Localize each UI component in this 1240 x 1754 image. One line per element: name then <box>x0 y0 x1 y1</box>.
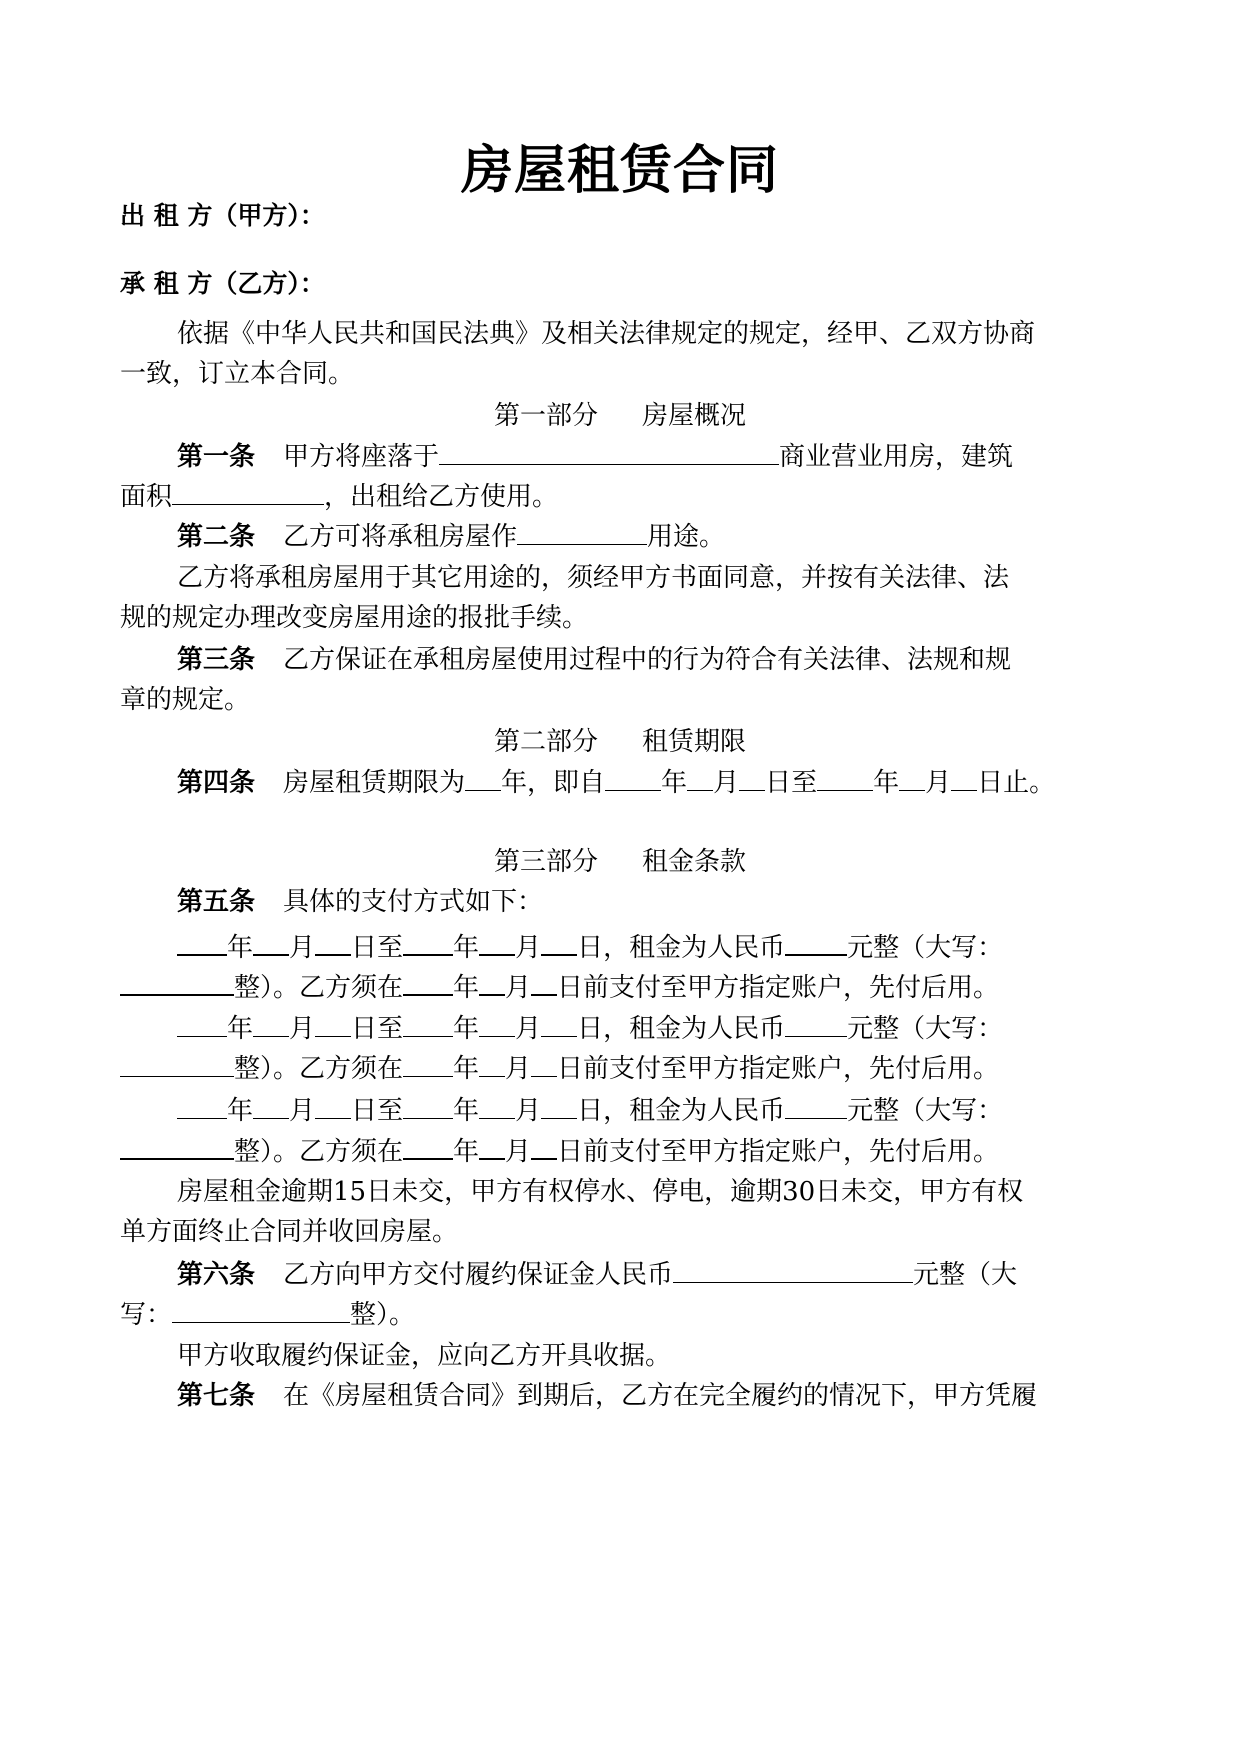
year-text: 年 <box>453 933 480 963</box>
p3-start-day-blank[interactable] <box>315 1092 351 1119</box>
p1-rent-blank[interactable] <box>785 928 847 956</box>
p2-pay-year-blank[interactable] <box>403 1050 453 1077</box>
area-blank[interactable] <box>172 478 324 505</box>
part2-number: 第二部分 <box>493 727 598 757</box>
lessee-label: 承 租 方（乙方）： <box>120 269 325 298</box>
p3-start-year-blank[interactable] <box>177 1092 227 1119</box>
p1-start-day-blank[interactable] <box>315 928 351 956</box>
article-7-text: 在《房屋租赁合同》到期后，乙方在完全履约的情况下，甲方凭履 <box>283 1381 1038 1411</box>
pay-text: 日前支付至甲方指定账户，先付后用。 <box>557 1137 1000 1167</box>
year-text: 年 <box>227 1096 254 1126</box>
yuan-text: 元整（大写： <box>847 1014 1004 1044</box>
part3-heading <box>0 844 1240 880</box>
year-text: 年 <box>453 1137 480 1167</box>
p3-pay-year-blank[interactable] <box>403 1132 453 1160</box>
article-5-label: 第五条 <box>177 887 256 917</box>
article-3-text: 乙方保证在承租房屋使用过程中的行为符合有关法律、法规和规 <box>283 645 1012 675</box>
p2-start-month-blank[interactable] <box>253 1010 289 1037</box>
p2-rent-blank[interactable] <box>785 1010 847 1037</box>
day-to-text: 日至 <box>351 933 404 963</box>
month-text: 月 <box>289 1096 316 1126</box>
article-7-line-1 <box>177 1378 1122 1414</box>
article-4-label: 第四条 <box>177 768 256 798</box>
year-text: 年 <box>661 768 688 798</box>
p1-rent-words-blank[interactable] <box>120 968 234 996</box>
article-2-text-2: 用途。 <box>647 522 726 552</box>
article-1-text: 甲方将座落于 <box>283 442 440 472</box>
p3-end-day-blank[interactable] <box>541 1092 577 1119</box>
p2-pay-day-blank[interactable] <box>531 1050 557 1077</box>
article-6-line-2 <box>120 1296 1120 1333</box>
article-2-para-2-line-2: 规的规定办理改变房屋用途的报批手续。 <box>120 603 589 633</box>
pay-text: 日前支付至甲方指定账户，先付后用。 <box>557 973 1000 1003</box>
p1-start-month-blank[interactable] <box>253 928 289 956</box>
year-text: 年 <box>873 768 900 798</box>
day-to-text: 日至 <box>765 768 818 798</box>
payment-row-3-line-1 <box>177 1092 1122 1129</box>
month-text: 月 <box>505 1137 532 1167</box>
yuan-text: 元整（大写： <box>847 1096 1004 1126</box>
day-to-text: 日至 <box>351 1096 404 1126</box>
year-text: 年 <box>453 1014 480 1044</box>
article-1-text-2: 商业营业用房，建筑 <box>779 442 1014 472</box>
part2-name: 租赁期限 <box>642 727 747 757</box>
deposit-amount-blank[interactable] <box>673 1256 913 1283</box>
end-month-blank[interactable] <box>899 764 925 791</box>
article-6-line-1 <box>177 1256 1122 1293</box>
part1-name: 房屋概况 <box>642 401 747 431</box>
part3-name: 租金条款 <box>642 847 747 877</box>
article-1-line-2 <box>120 478 1120 515</box>
p1-pay-year-blank[interactable] <box>403 968 453 996</box>
p3-end-year-blank[interactable] <box>403 1092 453 1119</box>
year-text: 年 <box>453 1096 480 1126</box>
document-title: 房屋租赁合同 <box>460 141 779 201</box>
p3-rent-blank[interactable] <box>785 1092 847 1119</box>
payment-row-2-line-1 <box>177 1010 1122 1047</box>
article-6-label: 第六条 <box>177 1260 256 1290</box>
part3-number: 第三部分 <box>493 847 598 877</box>
day-to-text: 日至 <box>351 1014 404 1044</box>
p2-pay-month-blank[interactable] <box>479 1050 505 1077</box>
p1-pay-day-blank[interactable] <box>531 968 557 996</box>
article-1-line-1 <box>177 438 1122 475</box>
month-text: 月 <box>515 933 542 963</box>
start-year-blank[interactable] <box>605 764 661 791</box>
end-day-blank[interactable] <box>951 764 977 791</box>
payment-row-1-line-1 <box>177 928 1122 966</box>
p1-end-year-blank[interactable] <box>403 928 453 956</box>
part1-number: 第一部分 <box>493 401 598 431</box>
p3-rent-words-blank[interactable] <box>120 1132 234 1160</box>
end-year-blank[interactable] <box>817 764 873 791</box>
p2-end-year-blank[interactable] <box>403 1010 453 1037</box>
payment-row-2-line-2 <box>120 1050 1120 1087</box>
p3-start-month-blank[interactable] <box>253 1092 289 1119</box>
month-text: 月 <box>289 933 316 963</box>
p3-end-month-blank[interactable] <box>479 1092 515 1119</box>
start-month-blank[interactable] <box>687 764 713 791</box>
month-text: 月 <box>505 973 532 1003</box>
month-text: 月 <box>515 1096 542 1126</box>
whole-text: 整）。乙方须在 <box>234 1137 404 1167</box>
p1-end-day-blank[interactable] <box>541 928 577 956</box>
term-years-blank[interactable] <box>465 764 501 791</box>
p3-pay-month-blank[interactable] <box>479 1132 505 1160</box>
month-text: 月 <box>289 1014 316 1044</box>
article-6-text-2: 元整（大 <box>913 1260 1018 1290</box>
month-text: 月 <box>925 768 952 798</box>
start-day-blank[interactable] <box>739 764 765 791</box>
year-text: 年 <box>453 1054 480 1084</box>
rent-text: 日，租金为人民币 <box>577 1096 786 1126</box>
p2-start-year-blank[interactable] <box>177 1010 227 1037</box>
whole-text: 整）。乙方须在 <box>234 1054 404 1084</box>
article-5-line-1 <box>177 884 1122 920</box>
p1-start-year-blank[interactable] <box>177 928 227 956</box>
lessor-label: 出 租 方（甲方）： <box>120 201 325 230</box>
year-text: 年 <box>453 973 480 1003</box>
article-4-text: 房屋租赁期限为 <box>283 768 466 798</box>
end-text: 日止。 <box>977 768 1056 798</box>
part2-heading <box>0 724 1240 760</box>
yuan-text: 元整（大写： <box>847 933 1004 963</box>
article-1-text-3: 面积 <box>120 482 173 512</box>
month-text: 月 <box>505 1054 532 1084</box>
article-3-line-2: 章的规定。 <box>120 685 251 715</box>
month-text: 月 <box>515 1014 542 1044</box>
whole-text: 整）。乙方须在 <box>234 973 404 1003</box>
article-2-para-2-line-1: 乙方将承租房屋用于其它用途的，须经甲方书面同意，并按有关法律、法 <box>177 563 1010 593</box>
article-2-text: 乙方可将承租房屋作 <box>283 522 518 552</box>
p2-rent-words-blank[interactable] <box>120 1050 234 1077</box>
p1-pay-month-blank[interactable] <box>479 968 505 996</box>
rent-text: 日，租金为人民币 <box>577 933 786 963</box>
rent-text: 日，租金为人民币 <box>577 1014 786 1044</box>
intro-line-1: 依据《中华人民共和国民法典》及相关法律规定的规定，经甲、乙双方协商 <box>177 319 1036 349</box>
payment-row-1-line-2 <box>120 968 1120 1006</box>
article-6-text-4: 整）。 <box>350 1300 416 1330</box>
article-2-line-1 <box>177 518 1122 555</box>
article-6-para-2: 甲方收取履约保证金，应向乙方开具收据。 <box>177 1341 672 1371</box>
article-4-text-2: 年，即自 <box>501 768 606 798</box>
article-6-text: 乙方向甲方交付履约保证金人民币 <box>283 1260 674 1290</box>
article-1-text-4: ，出租给乙方使用。 <box>324 482 559 512</box>
location-blank[interactable] <box>439 438 779 465</box>
p2-end-month-blank[interactable] <box>479 1010 515 1037</box>
article-3-label: 第三条 <box>177 645 256 675</box>
pay-text: 日前支付至甲方指定账户，先付后用。 <box>557 1054 1000 1084</box>
p3-pay-day-blank[interactable] <box>531 1132 557 1160</box>
usage-blank[interactable] <box>517 518 647 545</box>
article-4-line-1 <box>177 764 1122 801</box>
article-2-label: 第二条 <box>177 522 256 552</box>
article-1-label: 第一条 <box>177 442 256 472</box>
intro-line-2: 一致，订立本合同。 <box>120 359 355 389</box>
late-payment-line-2: 单方面终止合同并收回房屋。 <box>120 1217 459 1247</box>
p2-start-day-blank[interactable] <box>315 1010 351 1037</box>
year-text: 年 <box>227 1014 254 1044</box>
late-payment-line-1: 房屋租金逾期15日未交，甲方有权停水、停电，逾期30日未交，甲方有权 <box>177 1177 1024 1207</box>
article-5-intro: 具体的支付方式如下： <box>283 887 544 917</box>
payment-row-3-line-2 <box>120 1132 1120 1170</box>
p2-end-day-blank[interactable] <box>541 1010 577 1037</box>
month-text: 月 <box>713 768 740 798</box>
p1-end-month-blank[interactable] <box>479 928 515 956</box>
article-6-text-3: 写： <box>120 1300 173 1330</box>
article-3-line-1 <box>177 642 1122 678</box>
article-7-label: 第七条 <box>177 1381 256 1411</box>
year-text: 年 <box>227 933 254 963</box>
deposit-words-blank[interactable] <box>172 1296 350 1323</box>
part1-heading <box>0 398 1240 434</box>
